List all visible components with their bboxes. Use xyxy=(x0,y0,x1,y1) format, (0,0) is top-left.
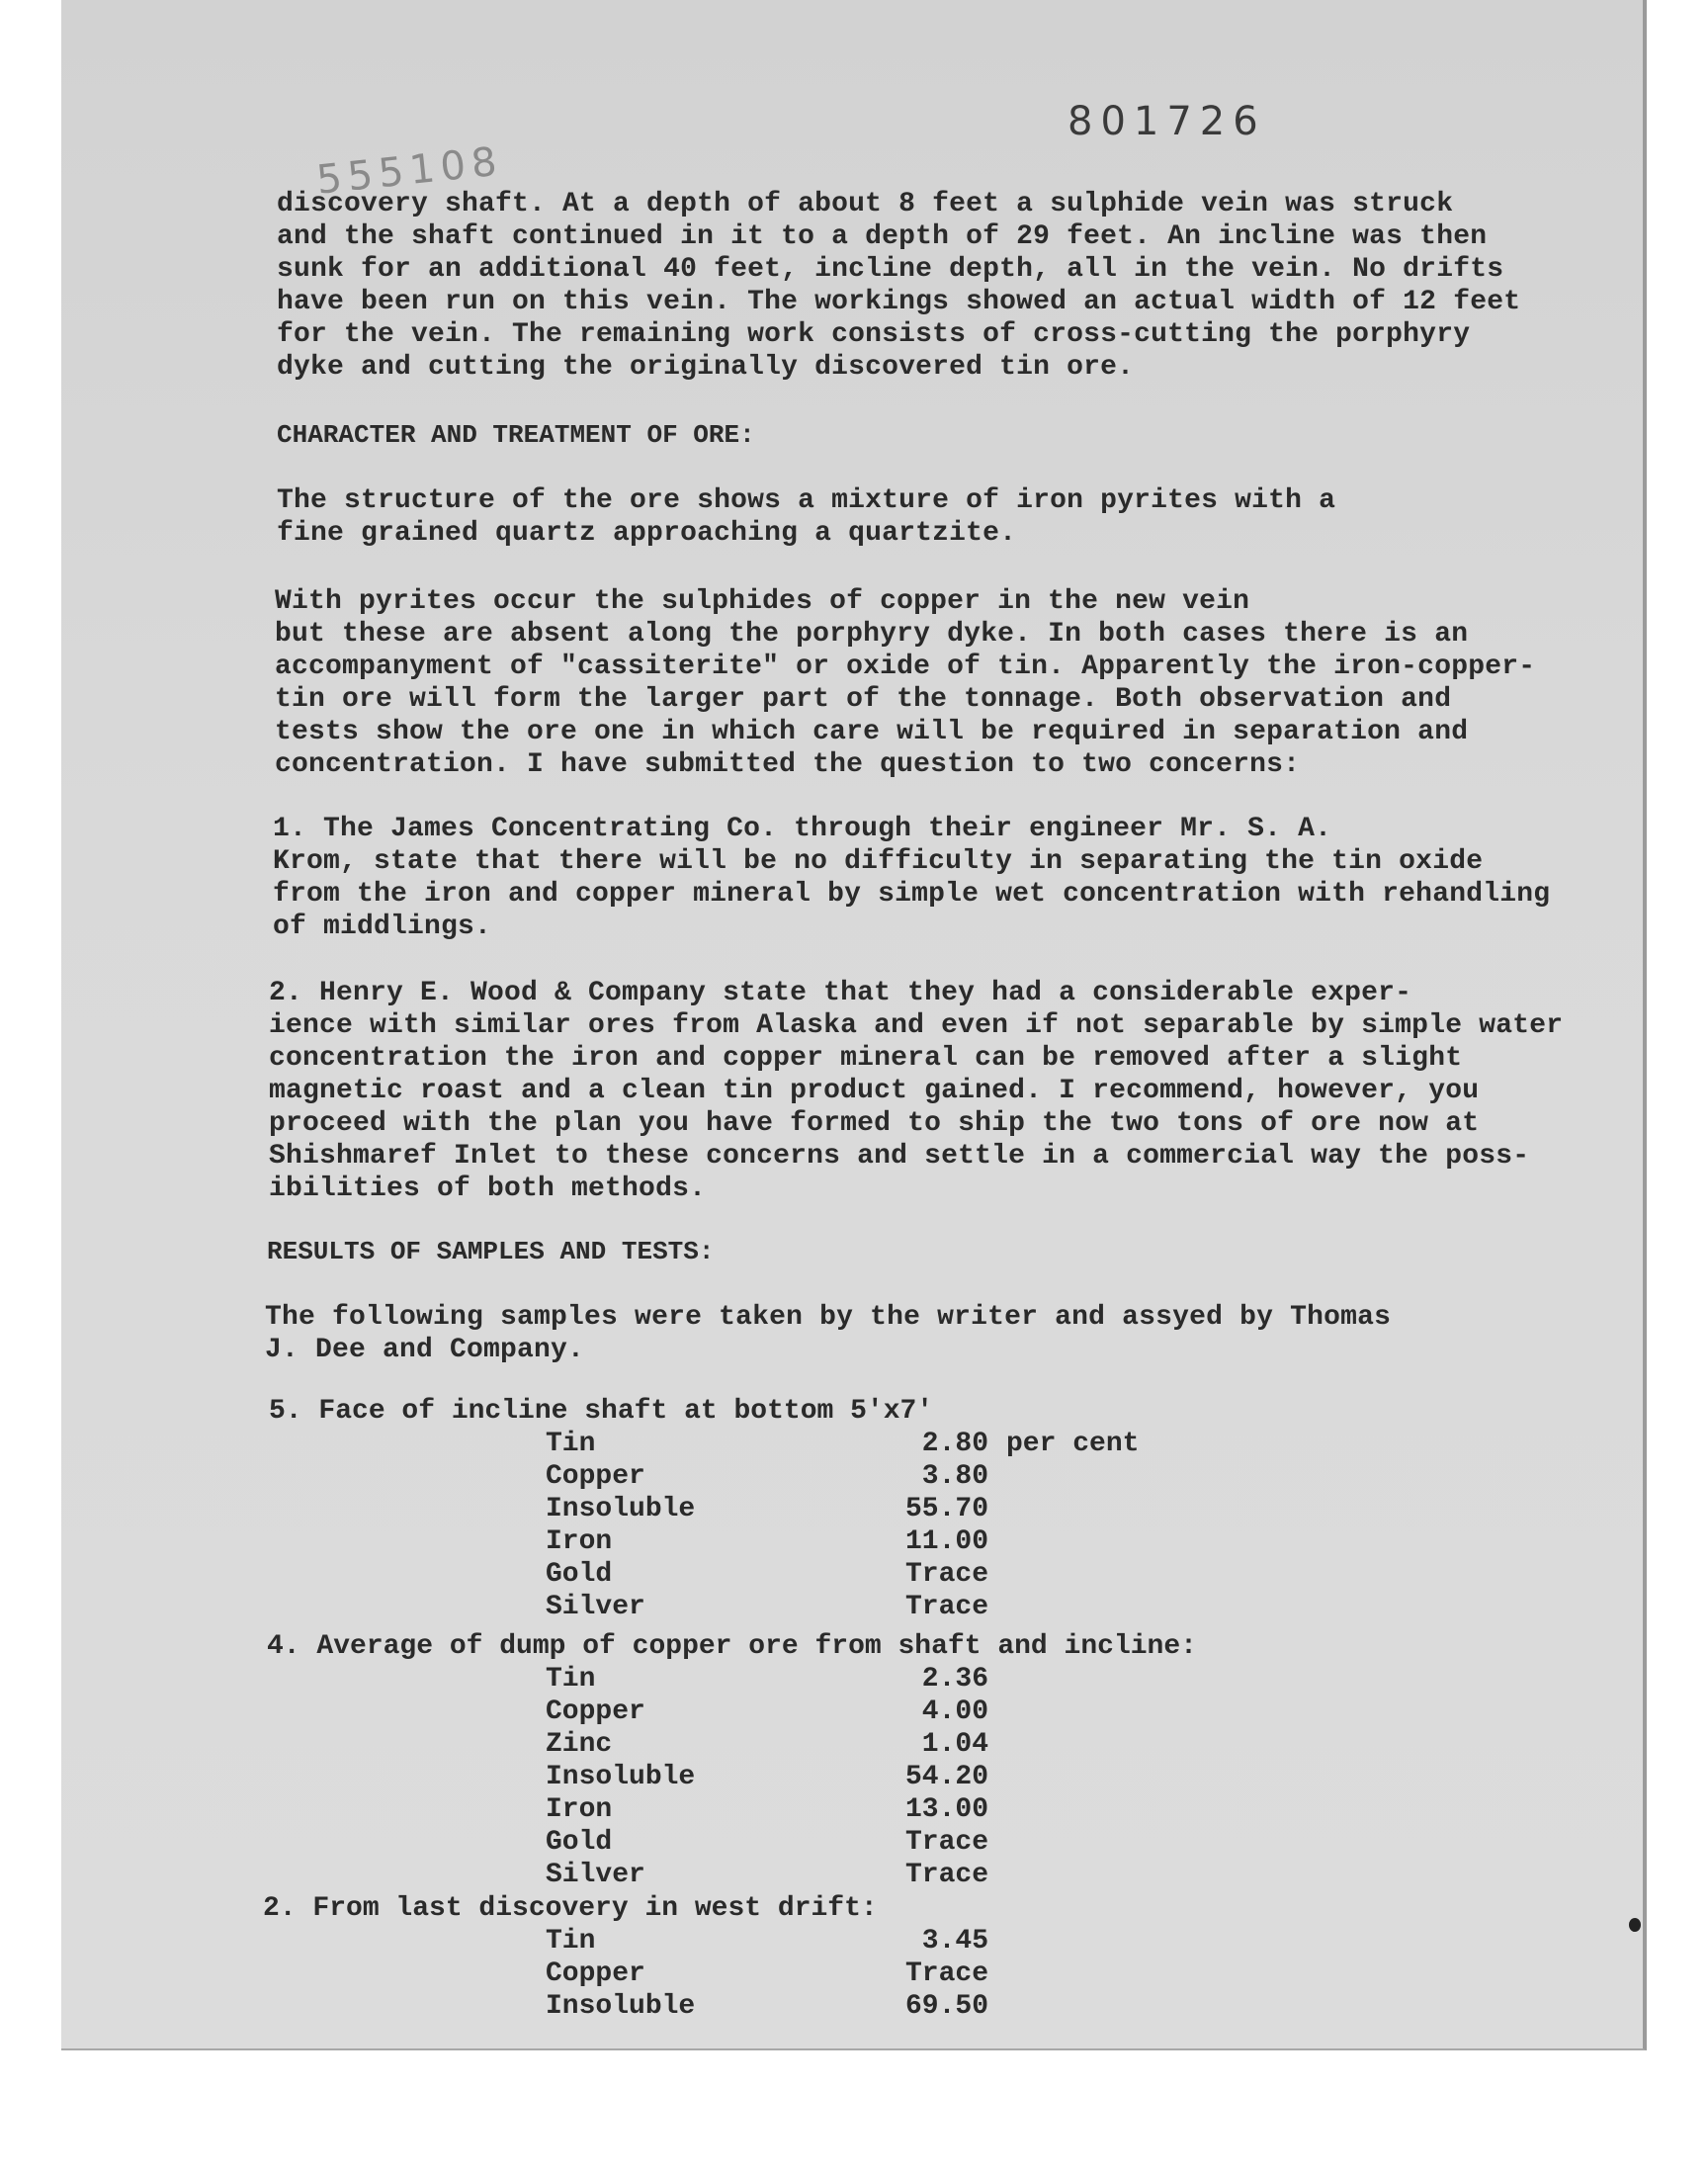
element-label: Insoluble xyxy=(546,1991,696,2022)
element-value: 3.80 xyxy=(921,1461,988,1492)
element-label: Silver xyxy=(546,1592,645,1622)
element-value: 4.00 xyxy=(921,1696,988,1727)
element-label: Tin xyxy=(546,1429,596,1459)
element-value: 69.50 xyxy=(904,1991,988,2022)
element-value: 54.20 xyxy=(904,1762,988,1792)
element-value: 3.45 xyxy=(921,1926,988,1957)
element-label: Insoluble xyxy=(546,1494,696,1524)
element-label: Iron xyxy=(546,1794,613,1825)
intro-paragraph: discovery shaft. At a depth of about 8 feet a sulphide vein was struck and the shaft continued in it to a depth of 29 feet. An incline was then sunk for an additional 40 feet, incline depth, all in the vein. No drifts have been run on this vein. The workings showed an actual width of 12 feet for the vein. The remaining work consists of cross-cutting the porphyry dyke and cutting the originally discovered tin ore. xyxy=(277,189,1521,383)
element-value: 2.36 xyxy=(921,1664,988,1695)
heading-character: CHARACTER AND TREATMENT OF ORE: xyxy=(277,420,755,450)
element-value: Trace xyxy=(904,1860,988,1890)
element-label: Copper xyxy=(546,1696,645,1727)
sample-heading: 4. Average of dump of copper ore from shaft and incline: xyxy=(267,1631,1197,1662)
element-label: Iron xyxy=(546,1526,613,1557)
element-value: 1.04 xyxy=(921,1729,988,1760)
element-value: 11.00 xyxy=(904,1526,988,1557)
item-1-paragraph: 1. The James Concentrating Co. through their engineer Mr. S. A. Krom, state that there will be no difficulty in separating the tin oxide from the iron and copper mineral by simple wet concentration with rehandling of middlings. xyxy=(273,814,1551,942)
element-value: Trace xyxy=(904,1958,988,1989)
element-label: Gold xyxy=(546,1827,613,1858)
unit-label: per cent xyxy=(1006,1429,1140,1459)
pyrites-paragraph: With pyrites occur the sulphides of copper in the new vein but these are absent along the porphyry dyke. In both cases there is an accompanyment of "cassiterite" or oxide of tin. Apparently the iron-copper- tin ore will form the larger part of the tonnage. Both observation and tests show the ore one in which care will be required in separation and concentration. I have submitted the question to two concerns: xyxy=(275,586,1536,780)
punch-mark xyxy=(1629,1918,1641,1932)
stamp-number: 801726 xyxy=(1068,99,1266,144)
element-label: Gold xyxy=(546,1559,613,1590)
element-value: 55.70 xyxy=(904,1494,988,1524)
heading-results: RESULTS OF SAMPLES AND TESTS: xyxy=(267,1237,715,1266)
element-label: Zinc xyxy=(546,1729,613,1760)
item-2-paragraph: 2. Henry E. Wood & Company state that they had a considerable exper- ience with similar ores from Alaska and even if not separable by simple water concentration the iron and copper mineral can be removed after a slight magnetic roast and a clean tin product gained. I recommend, however, you proceed with the plan you have formed to ship the two tons of ore now at Shishmaref Inlet to these concerns and settle in a commercial way the poss- ibilities of both methods. xyxy=(269,978,1564,1204)
element-value: Trace xyxy=(904,1592,988,1622)
sample-heading: 2. From last discovery in west drift: xyxy=(263,1893,878,1924)
sample-heading: 5. Face of incline shaft at bottom 5'x7' xyxy=(269,1396,934,1427)
samples-intro-paragraph: The following samples were taken by the writer and assyed by Thomas J. Dee and Company. xyxy=(265,1302,1392,1365)
structure-paragraph: The structure of the ore shows a mixture of iron pyrites with a fine grained quartz approaching a quartzite. xyxy=(277,485,1336,549)
element-value: Trace xyxy=(904,1827,988,1858)
element-label: Copper xyxy=(546,1461,645,1492)
element-label: Tin xyxy=(546,1926,596,1957)
element-label: Tin xyxy=(546,1664,596,1695)
element-label: Silver xyxy=(546,1860,645,1890)
element-value: 2.80 xyxy=(921,1429,988,1459)
element-value: Trace xyxy=(904,1559,988,1590)
element-label: Insoluble xyxy=(546,1762,696,1792)
element-label: Copper xyxy=(546,1958,645,1989)
element-value: 13.00 xyxy=(904,1794,988,1825)
document-reference: 555108 xyxy=(314,138,505,204)
